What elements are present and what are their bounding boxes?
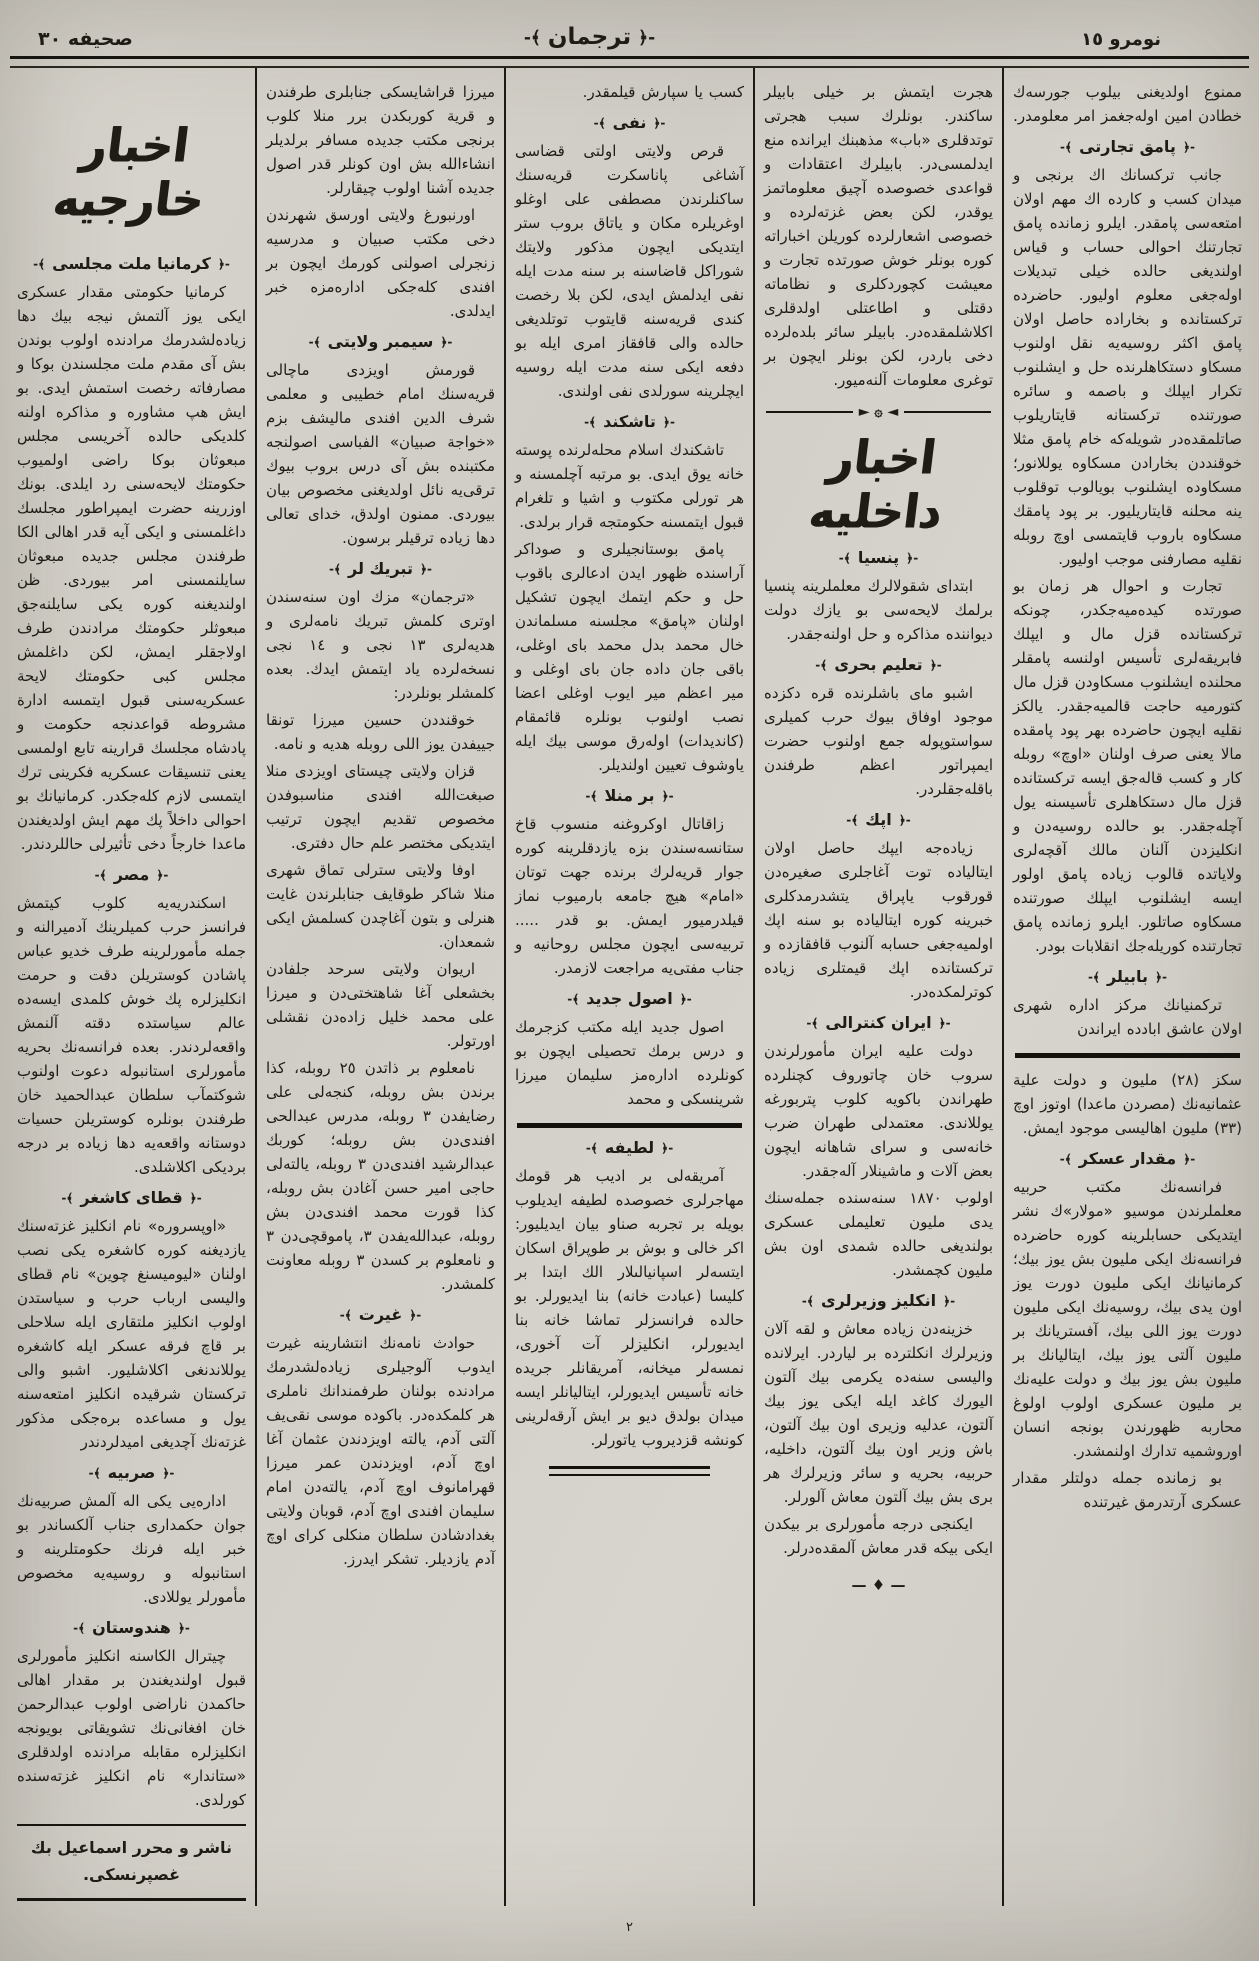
newspaper-column-4 <box>255 68 504 1906</box>
section-heading <box>17 1618 246 1637</box>
heading-ornament-icon: -﴾ <box>73 1620 86 1635</box>
heading-ornament-icon: ﴿- <box>1155 969 1168 984</box>
article-paragraph: اشبو ماى باشلرنده قره دكزده موجود اوفاق بيوك حرب كميلرى سواستوپوله جمع اولنوب حضرت ايمپراتور اعظم طرفندن باقله‌جقلردر. <box>764 684 993 798</box>
section-heading-text: پنسيا <box>857 548 900 567</box>
section-heading-text: اصول جديد <box>586 989 673 1008</box>
section-heading-text: كرمانيا ملت مجلسى <box>52 254 211 273</box>
heading-ornament-icon: ﴿- <box>162 1465 175 1480</box>
article-paragraph: جانب تركسانك اك برنجى و ميدان كسب و كارده اك مهم اولان امتعه‌سى پامقدر. ايلرو زمانده پامق تجارتنك احوالى حساب و قياس اولنديغى حالده خيلى تبديلات اوله‌جغى معلوم اوليور. حاضرده تركستانده و بخاراده حاصل اولان پامق اكثر روسيه‌يه نقل اولنوب مسكاو دستكاهلرنده حل و ايشلنوب تكرار ايپلك و باصمه و سائره صورتنده تركستانه قايتاريلوب صاتلمقده‌در شويله‌كه خام پامق مثلا خوقنددن بخارادن مسكاوه يوللانور؛ مسكاوده ايشلنوب بويالوب توقلوب ينه محلنه قايتاريليور. بر پود پامقك مسكاوه باروب قايتمسى اوچ روبله نقليه مصارفنى موجب اوليور. <box>1013 166 1242 568</box>
heading-ornament-icon: -﴾ <box>61 1190 74 1205</box>
heading-ornament-icon: ﴿- <box>679 991 692 1006</box>
article-paragraph: اورنبورغ ولايتى اورسق شهرندن دخى مكتب صبيان و مدرسيه زنجرلى اصولنى كورمك ايچون بر افندى كله‌جكى اداره‌مزه خبر ايدلدى. <box>266 206 495 320</box>
ornamental-divider <box>766 404 991 420</box>
section-heading-text: ايران كنترالى <box>825 1013 932 1032</box>
section-heading <box>764 1291 993 1310</box>
heading-ornament-icon: -﴾ <box>1059 1151 1072 1166</box>
heading-ornament-icon: -﴾ <box>1087 969 1100 984</box>
heading-ornament-icon: -﴾ <box>585 1140 598 1155</box>
article-paragraph: بو زمانده جمله دولتلر مقدار عسكرى آرتدرمق غيرتنده <box>1013 1469 1242 1511</box>
article-paragraph: زياده‌جه ايپك حاصل اولان ايتالياده توت آغاجلرى صغيره‌دن قورقوب ياپراق يتشدرمدكلرى خبرينه كوره ايتالياده بو سنه اپك اولميه‌جغى حسابه آلنوب قافقازده و تركستانده اپك قيمتلرى زياده كوترلمكده‌در. <box>764 839 993 1001</box>
section-heading-text: غيرت <box>358 1305 403 1324</box>
newspaper-name: ترجمان <box>547 24 632 50</box>
article-paragraph: تركمنيانك مركز اداره شهرى اولان عاشق ابادده ايراندن <box>1013 996 1242 1038</box>
section-heading <box>1013 1149 1242 1168</box>
article-paragraph: زاقاتال اوكروغنه منسوب قاخ ستانسه‌سندن بزه يازدقلرينه كوره جوار قريه‌لرك برنده جهت توتان «امام» هيچ جامعه بارميوب نماز قيلدرميور ايمش. بو قدر ..... تربيه‌سى ايچون مجلس روحانيه و جناب مفتى‌يه مراجعت لازمدر. <box>515 815 744 977</box>
heading-ornament-icon: -﴾ <box>838 550 851 565</box>
heading-ornament-icon: -﴾ <box>1060 139 1073 154</box>
section-heading-text: تاشكند <box>603 412 656 431</box>
article-paragraph: اداره‌يى يكى اله آلمش صربيه‌نك جوان حكمدارى جناب آلكساندر بو خبر ايله فرنك حكومتلرينه و استانبوله و روسيه‌يه مخصوص مأمورلر يوللادى. <box>17 1492 246 1606</box>
section-heading-text: بابيلر <box>1106 967 1149 986</box>
heading-ornament-icon: -﴾ <box>88 1465 101 1480</box>
section-heading <box>764 1013 993 1032</box>
article-paragraph: دولت عليه ايران مأمورلرندن سروب خان چاتوروف كچنلرده طهراندن باكويه كلوب پتربورغه يوللاندى. معتمدلى طهران ضرب خانه‌سى و سراى شاهانه ايچون بعض آلات و ماشينلار آله‌جقدر. <box>764 1042 993 1180</box>
section-heading <box>17 254 246 273</box>
heading-ornament-icon: -﴾ <box>585 788 598 803</box>
page-footer-mark: ٢ <box>626 1920 633 1935</box>
section-heading <box>1013 137 1242 156</box>
article-paragraph: قورمش اويزدى ماچالى قريه‌سنك امام خطيبى و معلمى شرف الدين افندى ماليشف بزم «خواجة صبيان» الفباسى اصولنجه مكتبنده بش آى درس بروب بيوك ترقى‌يه نائل اولديغنى مخصوص بيان بيوردى. ممنون اولدق، خداى تعالى دها زياده ترقيلر برسون. <box>266 361 495 547</box>
article-paragraph: اوفا ولايتى سترلى تماق شهرى منلا شاكر طوقايف جنابلرندن غايت هنرلى و بتون آغاچدن كسلمش ايكى شمعدان. <box>266 861 495 951</box>
heading-ornament-icon: ﴿- <box>419 561 432 576</box>
article-paragraph: فرانسه‌نك مكتب حربيه معلملرندن موسيو «مولار»ك نشر ايتديكى حسابلرينه كوره حاضرده فرانسه‌نك ايكى مليون بش يوز بيك؛ كرمانيانك ايكى مليون دورت يوز اون يدى بيك، روسيه‌نك ايكى مليون دورت يوز اللى بيك، آفستريانك بر مليون آلتى يوز بيك، ايتاليانك بر مليون بش يوز بيك و دولت عليه‌نك بر مليون عسكرى اولوب اولوغ محاربه ظهورندن بونجه انسان اوروشميه تدارك اولنمشدر. <box>1013 1178 1242 1460</box>
heading-ornament-icon: -﴾ <box>33 256 46 271</box>
article-paragraph: قزان ولايتى چيستاى اويزدى منلا صبغت‌الله افندى مناسبوفدن مخصوص تقديم ايچون ترتيب ايتديكى مختصر علم حال دفترى. <box>266 762 495 852</box>
heading-ornament-icon: ﴿- <box>177 1620 190 1635</box>
article-paragraph: تجارت و احوال هر زمان بو صورتده كيده‌ميه‌جكدر، چونكه تركستانده قزل مال و ايپلك فابريقه‌لرى تأسيس اولنسه پامقلر محلنده ايشلنوب مسكاودن قزل مال كتورميه حاجت قالميه‌جقدر. يالكز نقليه ايچون حاضرده بهر پود پامقده مالا يعنى صرف اولنان «اوچ» روبله كار و كسب قاله‌جق ايسه تركستانده قزل مال دستكاهلرى تأسيسنه يول آچله‌جقدر. بو حالده روسيه‌دن و انكليزدن آلنان مالك آقچه‌لرى ولاياتده قالوب زياده پامق اولور ايسه ايشلنوب ايپلك صورتنده مسكاوه صاتلور. ايلرو زمانده پامق تجارتنده كوريله‌جك انقلابات بودر. <box>1013 577 1242 955</box>
article-paragraph: ممنوع اولديغنى بيلوب جورسه‌ك خطادن امين اوله‌جغمز امر معلومدر. <box>1013 83 1242 125</box>
heading-ornament-icon: ﴿- <box>938 1015 951 1030</box>
newspaper-column-5 <box>8 68 255 1906</box>
section-heading-text: تعليم بحرى <box>834 655 923 674</box>
heading-ornament-icon: ﴿- <box>653 115 666 130</box>
issue-number-label: نومرو ١٥ <box>1081 29 1161 50</box>
article-paragraph: آمريقه‌لى بر اديب هر قومك مهاجرلرى خصوصده لطيفه ايديلوب بويله بر تجربه صناو بيان ايديليور: اكر خالى و بوش بر طوپراق اسكان ايتسه‌لر اسپانيالىلار الك ابتدا بر كليسا (عبادت خانه) بنا ايديورلر. بو حالده فرانسزلر تماشا خانه بنا ايديورلر، انكليزلر آت آخورى، نمسه‌لر ميخانه، آمريقانلر جريده خانه تأسيس ايديورلر، ايتاليانلر ايسه ميدان بولدق ديو بر ايش آرقه‌لرينى كونشه قزديروب ياتورلر. <box>515 1167 744 1449</box>
section-heading <box>515 989 744 1008</box>
section-heading-text: قطاى كاشغر <box>80 1188 183 1207</box>
article-paragraph: هجرت ايتمش بر خيلى بابيلر ساكندر. بونلرك سبب هجرتى توتدقلرى «باب» مذهبنك ايرانده منع ايدلمسى‌در. بابيلرك اعتقادات و قواعدى خصوصده آچيق معلوماتمز يوقدر، لكن بعض غزته‌لرده و خصوصى اشعارلرده كوريلن اخباراته كوره بونلر خوش صورتده تجارت و معيشت كچوردكلرى و نظاماته دقتلى و اطاعتلى اولدقلرى اكلاشلمقده‌در. بابيلر سائر بلده‌لرده دخى باردر، لكن بونلر ايچون بر توغرى معلومات آلنه‌ميور. <box>764 83 993 389</box>
article-paragraph: اصول جديد ايله مكتب كزجرمك و درس برمك تحصيلى ايچون بو كونلرده اداره‌مز سليمان ميرزا شرينسكى و محمد <box>515 1018 744 1108</box>
heading-ornament-icon: ﴿- <box>661 788 674 803</box>
article-paragraph: حوادث نامه‌نك انتشارينه غيرت ايدوب آلوجيلرى زياده‌لشدرمك مرادنده بولنان طرفمندانك ناملرى هر كلمكده‌در. باكوده موسى نقى‌يف آلتى آدم، يالته اويزدندن عثمان آغا اوچ آدم، اويزدندن عمر ميرزا قهرامانوف اوچ آدم، يالته‌دن امام سليمان افندى اوچ آدم، قوبان ولايتى بغدادشادن سلطان منكلى كراى اوچ آدم يازديلر. تشكر ايدرز. <box>266 1334 495 1568</box>
masthead-title <box>524 24 655 50</box>
columns-container <box>0 68 1259 1906</box>
article-paragraph: خوقنددن حسين ميرزا تونقا جييفدن يوز اللى روبله هديه و نامه. <box>266 711 495 753</box>
rub-el-hizb-icon: ◄ ۞ ► <box>858 404 899 420</box>
publisher-imprint: ناشر و محرر اسماعيل بك غصپرنسكى. <box>17 1824 246 1901</box>
double-rule <box>549 1466 710 1476</box>
section-heading <box>266 1305 495 1324</box>
section-heading-text: مصر <box>113 865 150 884</box>
article-paragraph: تاشكندك اسلام محله‌لرنده پوسته خانه يوق ايدى. بو مرتبه آچلمسنه و هر تورلى مكتوب و اشيا و تلغرام قبول ايتمسنه حكومتجه قرار برلدى. <box>515 441 744 531</box>
section-heading-text: تبريك لر <box>348 559 413 578</box>
section-heading <box>515 1138 744 1157</box>
page-number-label: صحيفه ٣٠ <box>38 28 133 50</box>
section-heading <box>266 559 495 578</box>
heading-ornament-icon: -﴾ <box>567 991 580 1006</box>
diamond-divider: — ♦ — <box>851 1576 906 1594</box>
heading-ornament-icon: ﴿- <box>156 867 169 882</box>
heading-ornament-icon: ﴿- <box>898 812 911 827</box>
thick-rule <box>517 1123 742 1128</box>
section-heading <box>515 412 744 431</box>
section-heading-text: نفى <box>612 113 647 132</box>
heading-ornament-icon: ﴿- <box>440 334 453 349</box>
section-heading <box>1013 967 1242 986</box>
heading-ornament-icon: -﴾ <box>308 334 321 349</box>
masthead-rule <box>10 56 1249 68</box>
section-heading <box>17 1188 246 1207</box>
section-heading <box>764 655 993 674</box>
section-heading-text: لطيفه <box>604 1138 655 1157</box>
heading-ornament-icon: ﴿- <box>943 1293 956 1308</box>
section-heading-text: انكليز وزيرلرى <box>820 1291 937 1310</box>
section-heading-text: سيمبر ولايتى <box>327 332 434 351</box>
article-paragraph: «اوپسروره» نام انكليز غزته‌سنك يازديغنه كوره كاشغره يكى نصب اولنان «ليوميسنغ چوين» نام قطاى واليسى ارباب حرب و سياستدن اولوب انكليز ملتقارى ايله سلاحلى بر قاچ فرقه عسكر ايله كاشغره يوللاندنغى اكلاشليور. اشبو والى تركستان شرقيده انكليز امتعه‌سنه يول و مساعده بره‌جكى مذكور غزته‌نك آچديغى اميدلردندر <box>17 1217 246 1451</box>
section-heading-text: هندوستان <box>92 1618 171 1637</box>
section-heading <box>17 865 246 884</box>
calligraphic-heading: اخبار داخليه <box>805 430 945 540</box>
newspaper-column-1 <box>1002 68 1251 1906</box>
newspaper-column-3 <box>504 68 753 1906</box>
article-paragraph: اسكندريه‌يه كلوب كيتمش فرانسز حرب كميلرينك آدميرالنه و جمله مأمورلرينه طرف خديو عباس پاشادن كوستريلن دقت و حرمت انكليزلره پك خوش كلمدى ايسه‌ده عالم سياستده دقته آلنمش واقعه‌لردندر. بعده فرانسه‌نك بحريه مأمورلرى استانبوله دعوت اولنوب شوكتمآب سلطان عبدالحميد خان طرفندن بونلره كوستريلن حسيات دوستانه واقعه‌يه دها زياده بر درجه برديكى اكلاشلدى. <box>17 894 246 1176</box>
heading-ornament-icon: ﴿- <box>1183 1151 1196 1166</box>
heading-ornament-icon: -﴾ <box>801 1293 814 1308</box>
article-paragraph: خزينه‌دن زياده معاش و لقه آلان وزيرلرك انكلترده بر لياردر. ايرلانده واليسى سنه‌ده يكرمى بيك آلتون اليورك كاغد ايله ايكى يوز بيك آلتون، عدليه وزيرى اون بيك آلتون، باش وزير اون بيك آلتون، داخليه، حربيه، بحريه و سائر وزيرلرك هر برى بش بيك آلتون معاش آلورلر. <box>764 1320 993 1506</box>
article-paragraph: ابتداى شقولالرك معلملرينه پنسيا برلمك لايحه‌سى بو يازك دولت ديواننده مذاكره و حل اولنه‌جقدر. <box>764 577 993 643</box>
article-paragraph: اريوان ولايتى سرحد جلفادن بخشعلى آغا شاهتختى‌دن و ميرزا على محمد خليل زاده‌دن نقشلى اورتولر. <box>266 960 495 1050</box>
heading-ornament-icon: ﴿- <box>906 550 919 565</box>
heading-ornament-icon: -﴾ <box>339 1307 352 1322</box>
article-paragraph: ايكنجى درجه مأمورلرى بر بيكدن ايكى بيكه قدر معاش آلمقده‌درلر. <box>764 1515 993 1557</box>
thick-rule <box>1015 1053 1240 1058</box>
calligraphic-heading: اخبار خارجيه <box>49 118 207 228</box>
section-heading-text: بر منلا <box>604 786 655 805</box>
newspaper-column-2 <box>753 68 1002 1906</box>
article-paragraph: كرمانيا حكومتى مقدار عسكرى ايكى يوز آلتمش نيجه بيك دها زياده‌لشدرمك مرادنده اولوب بوندن بش آى مقدم ملت مجلسندن بوكا و مصارفاته رخصت استمش ايدى. بو ايش هپ مشاوره و مذاكره اولنه كلديكى حالده آخريسى مجلس مبعوثان بوكا راضى اولميوب حكومتك لايحه‌سنى رد ايلدى. بونك اوزرينه حضرت ايمپراطور مجلسك داغلمسنى و ايكى آيه قدر اهالى الكا طرفندن مجلس جديده مبعوثان سايلنمسنى امر بيوردى. ظن اولنديغنه كوره يكى سايلنه‌جق مبعوثلر حكومتك مرادندن طرف اولاجقلر ايمش، لكن داغلمش مجلس كبى حكومتك لايحة عسكريه‌سنى قبول ايتمسه ادارة مشروطه قواعدنجه حكومت و پادشاه مجلسك قرارينه تابع اولمسى يعنى تنسيقات عسكريه فكرينى ترك ايتمسى لازم كله‌جكدر. كرمانيانك بو احوالى داخلاً پك مهم ايش اولديغندن ماعدا خارجاً دخى تأثيرلى حاللردندر. <box>17 283 246 853</box>
section-heading-text: پامق تجارتى <box>1079 137 1176 156</box>
article-paragraph: قرص ولايتى اولتى قضاسى آشاغى پاناسكرت قريه‌سنك ساكنلرندن مصطفى على اوغلو اوغريلره مكان و ياتاق بروب ستر ايتديكى ايچون مذكور ولايتك شوراكل قاضاسنه بر سنه مدت ايله نفى ايدلمش ايدى، لكن بلا رخصت كندى قريه‌سنه قايتوب توتلديغى حالده والى قافقاز امرى ايله بو دفعه ايكى سنه مدت ايله روسيه ايچلرينه سورلدى نفى اولندى. <box>515 142 744 400</box>
heading-ornament-icon: ﴿- <box>217 256 230 271</box>
article-paragraph: چيترال الكاسنه انكليز مأمورلرى قبول اولنديغندن بر مقدار اهالى حاكمدن ناراضى اولوب عبدالرحمن خان افغانى‌نك تشويقاتى بويونجه انكليزلره مقابله مرادنده اولدقلرى «ستاندار» نام انكليز غزته‌سنده كورلدى. <box>17 1647 246 1809</box>
section-heading <box>515 786 744 805</box>
heading-ornament-icon: -﴾ <box>329 561 342 576</box>
section-heading <box>764 548 993 567</box>
section-heading <box>764 810 993 829</box>
heading-ornament-icon: ﴿- <box>1182 139 1195 154</box>
section-heading-text: صربيه <box>107 1463 156 1482</box>
article-paragraph: پامق بوستانجيلرى و صوداكر آراسنده ظهور ايدن ادعالرى باقوب حل و حكم ايتمك ايچون تشكيل اولنان «پامق» مجلسنه مسلماندن خال محمد بدل محمد باى اوغلى، باقى جان داده جان باى اوغلى و مير اعظم مير ايوب اوغلى اعضا نصب اولنوب بونلره قائمقام (كانديدات) اوله‌رق موسى بيك ايله ياوشوف تعيين اولنديلر. <box>515 540 744 774</box>
masthead <box>0 0 1259 52</box>
ornate-bracket-open-icon: -﴾ <box>523 27 541 48</box>
heading-ornament-icon: ﴿- <box>189 1190 202 1205</box>
heading-ornament-icon: -﴾ <box>94 867 107 882</box>
article-paragraph: ميرزا قراشايسكى جنابلرى طرفندن و قرية كوربكدن برر منلا كلوب برنجى مكتب جديده مسافر برلديلر انشاءالله بش اون كونلر قدر اصول جديده آشنا اولوب چيقارلر. <box>266 83 495 197</box>
section-heading <box>515 113 744 132</box>
heading-ornament-icon: -﴾ <box>815 657 828 672</box>
article-paragraph: نامعلوم بر ذاتدن ٢٥ روبله، كذا برندن بش روبله، كنجه‌لى على رضايفدن ٣ روبله، مدرس عبدالحى افندى‌دن بش روبله؛ كوربك عبدالرشيد افندى‌دن ٣ روبله، يالته‌لى حاجى امير حسن آغادن بش روبله، كذا قورت محمد افندى‌دن بش روبله، عبدالله‌يفدن ٣، پاموقچى‌دن ٣ و نامعلوم بر كسدن ٣ روبله معاونت كلمشدر. <box>266 1059 495 1293</box>
heading-ornament-icon: -﴾ <box>846 812 859 827</box>
divider-line <box>766 411 853 413</box>
section-heading <box>17 1463 246 1482</box>
article-paragraph: سكز (٢٨) مليون و دولت علية عثمانيه‌نك (مصردن ماعدا) اوتوز اوچ (٣٣) مليون اهاليسى موجود ايمش. <box>1013 1071 1243 1137</box>
section-heading <box>266 332 495 351</box>
heading-ornament-icon: ﴿- <box>662 414 675 429</box>
ornate-bracket-close-icon: ﴿- <box>638 27 656 48</box>
divider-line <box>904 411 991 413</box>
article-paragraph: اولوب ١٨٧٠ سنه‌سنده جمله‌سنك يدى مليون تعليملى عسكرى بولنديغى حالده شمدى اون بش مليون كچمشدر. <box>764 1189 993 1279</box>
section-heading-text: اپك <box>865 810 892 829</box>
heading-ornament-icon: ﴿- <box>929 657 942 672</box>
section-heading-text: مقدار عسكر <box>1078 1149 1177 1168</box>
article-paragraph: «ترجمان» مزك اون سنه‌سندن اوترى كلمش تبريك نامه‌لرى و هديه‌لرى ١٣ نجى و ١٤ نجى نسخه‌لرده ياد ايتمش ايدك. بعده كلمشلر بونلردر: <box>266 588 495 702</box>
heading-ornament-icon: ﴿- <box>661 1140 674 1155</box>
heading-ornament-icon: -﴾ <box>584 414 597 429</box>
heading-ornament-icon: -﴾ <box>806 1015 819 1030</box>
article-paragraph: كسب يا سپارش قيلمقدر. <box>582 83 744 101</box>
heading-ornament-icon: ﴿- <box>409 1307 422 1322</box>
heading-ornament-icon: -﴾ <box>593 115 606 130</box>
